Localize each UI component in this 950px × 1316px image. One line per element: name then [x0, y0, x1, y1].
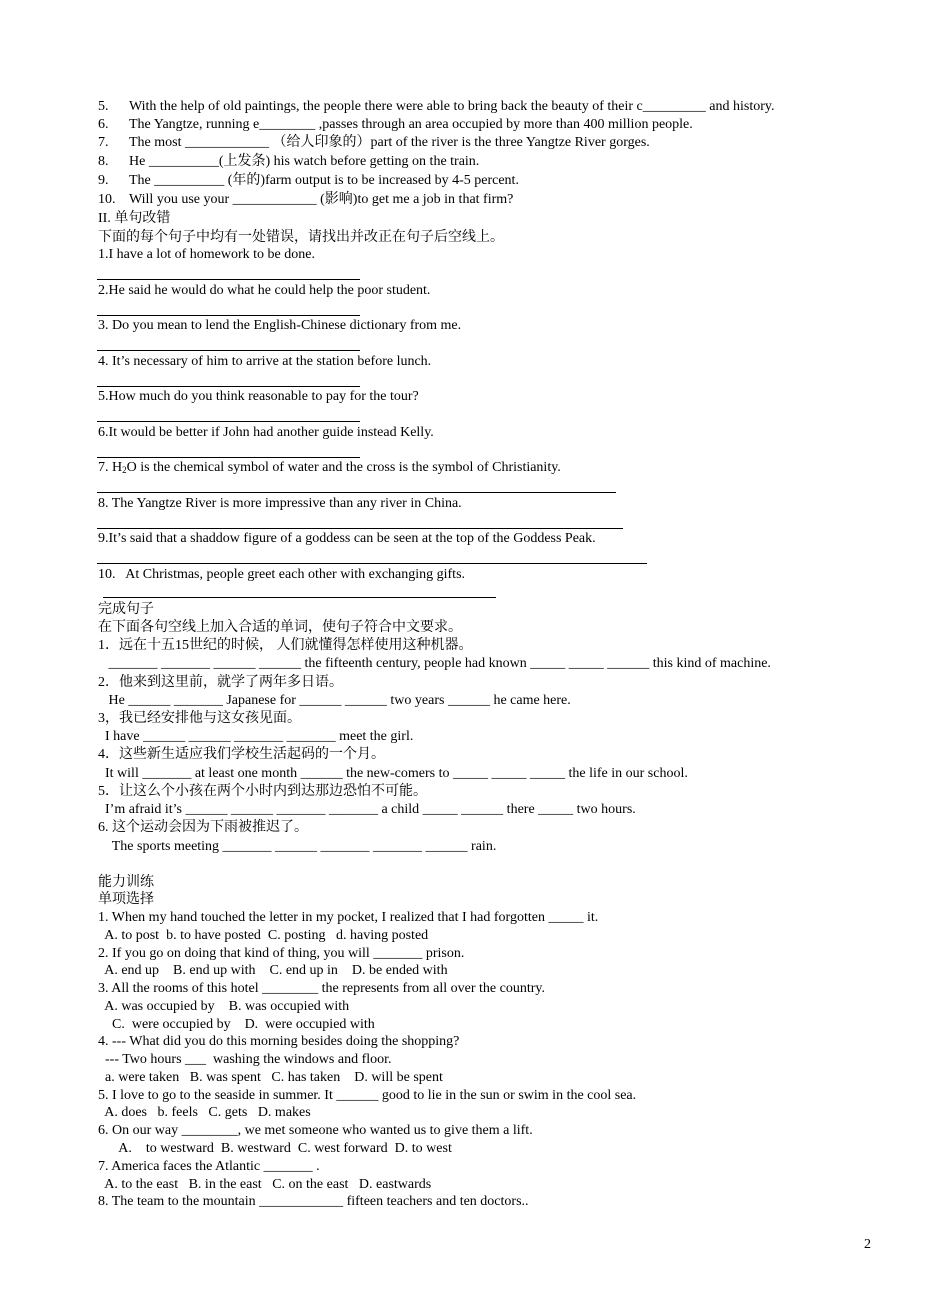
item-text: The Yangtze, running e________ ,passes through an area occupied by more than 400 million people. — [129, 117, 693, 132]
options: a. were taken B. was spent C. has taken D. will be spent — [98, 1070, 443, 1085]
vocab-item — [98, 116, 693, 134]
question: 7. America faces the Atlantic _______ . — [98, 1159, 320, 1174]
chinese-prompt: 4．这些新生适应我们学校生活起码的一个月。 — [98, 747, 385, 762]
item-number: 8. — [98, 154, 109, 169]
answer-line — [97, 528, 623, 529]
item-number: 5. — [98, 99, 109, 114]
question-line: --- Two hours ___ washing the windows and floor. — [98, 1052, 392, 1067]
error-item: 9.It’s said that a shaddow figure of a goddess can be seen at the top of the Goddess Peak. — [98, 531, 596, 546]
section-heading: 完成句子 — [98, 602, 154, 617]
answer-line — [97, 421, 360, 422]
question: 5. I love to go to the seaside in summer. It ______ good to lie in the sun or swim in the cool sea. — [98, 1088, 637, 1103]
section-instruction: 下面的每个句子中均有一处错误，请找出并改正在句子后空线上。 — [98, 230, 504, 245]
chinese-prompt: 6. 这个运动会因为下雨被推迟了。 — [98, 820, 308, 835]
section-heading: 能力训练 — [98, 875, 154, 890]
error-item: 10. At Christmas, people greet each other with exchanging gifts. — [98, 567, 466, 582]
item-text: Will you use your ____________ (影响)to get me a job in that firm? — [129, 192, 514, 207]
options: A. to post b. to have posted C. posting d. having posted — [98, 928, 429, 943]
item-text: He __________(上发条) his watch before getting on the train. — [129, 154, 480, 169]
item-text: The most ____________ （给人印象的）part of the river is the three Yangtze River gorges. — [129, 135, 650, 150]
chinese-prompt: 5．让这么个小孩在两个小时内到达那边恐怕不可能。 — [98, 784, 427, 799]
vocab-item — [98, 98, 774, 116]
answer-line — [97, 386, 360, 387]
answer-line — [97, 350, 360, 351]
answer-line — [97, 563, 647, 564]
options: A. to the east B. in the east C. on the east D. eastwards — [98, 1177, 432, 1192]
english-sentence: He ______ _______ Japanese for ______ ______ two years ______ he came here. — [98, 693, 571, 708]
vocab-item — [98, 134, 650, 152]
english-sentence: _______ _______ ______ ______ the fifteenth century, people had known _____ _____ ______ this kind of machine. — [98, 656, 771, 671]
item-number: 6. — [98, 117, 109, 132]
error-item: 4. It’s necessary of him to arrive at the station before lunch. — [98, 354, 432, 369]
section-heading: II. 单句改错 — [98, 211, 171, 226]
english-sentence: I have ______ ______ _______ _______ meet the girl. — [98, 729, 414, 744]
error-item: 6.It would be better if John had another guide instead Kelly. — [98, 425, 434, 440]
error-item: 1.I have a lot of homework to be done. — [98, 247, 315, 262]
item-text: The __________ (年的)farm output is to be increased by 4-5 percent. — [129, 173, 519, 188]
page-number: 2 — [864, 1237, 871, 1252]
options: C. were occupied by D. were occupied with — [98, 1017, 375, 1032]
item-text: With the help of old paintings, the people there were able to bring back the beauty of their c_________ and history. — [129, 99, 775, 114]
vocab-item — [98, 172, 519, 190]
question: 3. All the rooms of this hotel ________ the represents from all over the country. — [98, 981, 546, 996]
options: A. does b. feels C. gets D. makes — [98, 1105, 311, 1120]
section-subheading: 单项选择 — [98, 892, 154, 907]
item-number: 7. — [98, 135, 109, 150]
chinese-prompt: 2．他来到这里前，就学了两年多日语。 — [98, 675, 343, 690]
question: 2. If you go on doing that kind of thing, you will _______ prison. — [98, 946, 465, 961]
answer-line — [97, 279, 360, 280]
error-item: 2.He said he would do what he could help the poor student. — [98, 283, 431, 298]
answer-line — [97, 492, 616, 493]
error-item: 8. The Yangtze River is more impressive than any river in China. — [98, 496, 462, 511]
question: 4. --- What did you do this morning besides doing the shopping? — [98, 1034, 460, 1049]
section-instruction: 在下面各句空线上加入合适的单词，使句子符合中文要求。 — [98, 620, 462, 635]
question: 6. On our way ________, we met someone who wanted us to give them a lift. — [98, 1123, 533, 1138]
vocab-item — [98, 153, 479, 171]
chinese-prompt: 1．远在十五15世纪的时候， 人们就懂得怎样使用这种机器。 — [98, 638, 473, 653]
answer-line — [97, 315, 360, 316]
english-sentence: It will _______ at least one month ______ the new-comers to _____ _____ _____ the life in our school. — [98, 766, 688, 781]
item-number: 9. — [98, 173, 109, 188]
options: A. to westward B. westward C. west forward D. to west — [98, 1141, 452, 1156]
subscript: 2 — [122, 465, 127, 475]
error-item: 5.How much do you think reasonable to pay for the tour? — [98, 389, 419, 404]
question: 1. When my hand touched the letter in my pocket, I realized that I had forgotten _____ it. — [98, 910, 599, 925]
answer-line — [103, 597, 496, 598]
english-sentence: The sports meeting _______ ______ _______ _______ ______ rain. — [98, 839, 497, 854]
question: 8. The team to the mountain ____________ fifteen teachers and ten doctors.. — [98, 1194, 529, 1209]
options: A. was occupied by B. was occupied with — [98, 999, 350, 1014]
options: A. end up B. end up with C. end up in D. be ended with — [98, 963, 448, 978]
error-item: 3. Do you mean to lend the English-Chinese dictionary from me. — [98, 318, 462, 333]
english-sentence: I’m afraid it’s ______ ______ _______ _______ a child _____ ______ there _____ two hours. — [98, 802, 636, 817]
error-item: 7. $H_2O$ is the chemical symbol of water and the cross is the symbol of Christianity. — [98, 460, 561, 475]
vocab-item — [98, 191, 513, 209]
chinese-prompt: 3，我已经安排他与这女孩见面。 — [98, 711, 301, 726]
item-number: 10. — [98, 192, 116, 207]
answer-line — [97, 457, 360, 458]
